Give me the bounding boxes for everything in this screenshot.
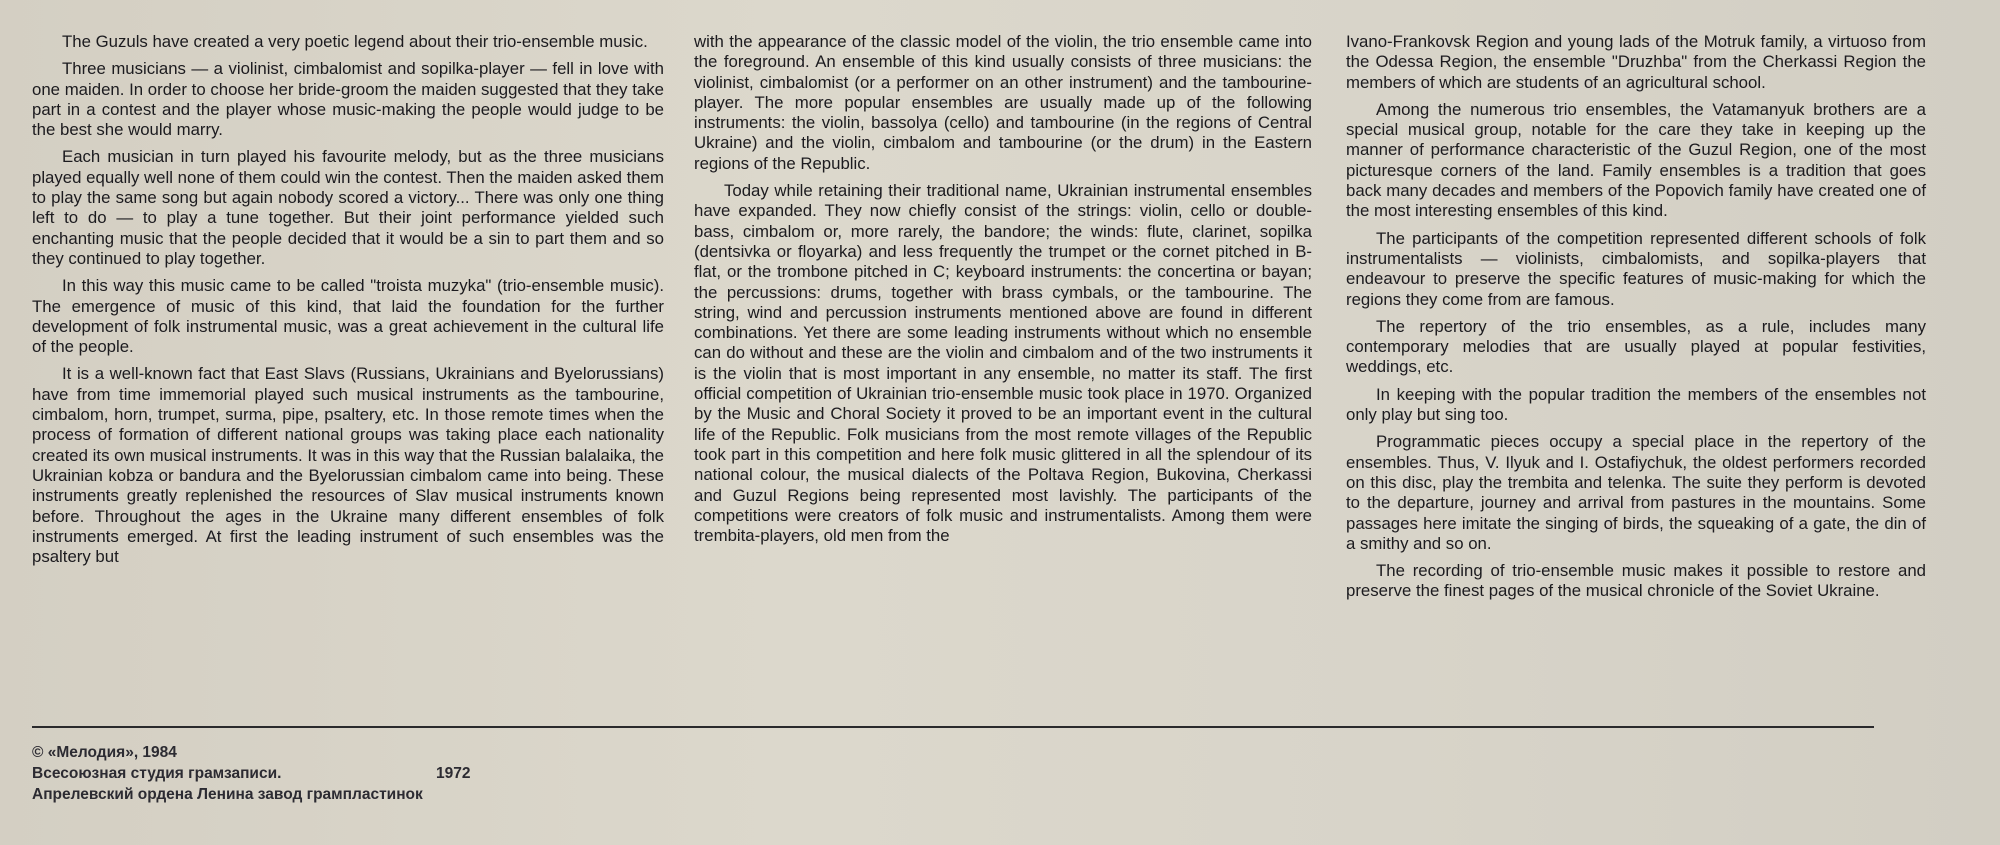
studio-line [32,763,470,784]
studio-year: 1972 [436,765,471,782]
copyright-line: © «Мелодия», 1984 [32,744,177,761]
paragraph: The participants of the competition represented different schools of folk instrumentalists — violinists, cimbalomists, and sopilka-players that endeavour to preserve the specific features of music-making for which the regions they come from are famous. [1346,228,1926,309]
paragraph: Ivano-Frankovsk Region and young lads of the Motruk family, a virtuoso from the Odessa Region, the ensemble "Druzhba" from the Cherkassi Region the members of which are students of an agricultural school. [1346,32,1926,92]
paragraph: Today while retaining their traditional name, Ukrainian instrumental ensembles have expanded. They now chiefly consist of the strings: violin, cello or double-bass, cimbalom or, more rarely, the bandore; the winds: flute, clarinet, sopilka (dentsivka or floyarka) and less frequently the trumpet or the cornet pitched in B-flat, or the trombone pitched in C; keyboard instruments: the concertina or bayan; the percussions: drums, together with brass cymbals, or the tambourine. The string, wind and percussion instruments mentioned above are found in different combinations. Yet there are some leading instruments without which no ensemble can do without and these are the violin and cimbalom and of the two instruments it is the violin that is most important in any ensemble, no matter its staff. The first official competition of Ukrainian trio-ensemble music took place in 1970. Organized by the Music and Choral Society it proved to be an important event in the cultural life of the Republic. Folk musicians from the most remote villages of the Republic took part in this competition and here folk music glittered in all the splendour of its national colour, the musical dialects of the Poltava Region, Bukovina, Cherkassi and Guzul Regions being represented most lavishly. The participants of the competitions were creators of folk music and instrumentalists. Among them were trembita-players, old men from the [694,181,1312,546]
paragraph: In keeping with the popular tradition the members of the ensembles not only play but sing too. [1346,384,1926,425]
plant-line: Апрелевский ордена Ленина завод грампластинок [32,786,423,803]
publisher-imprint [32,742,470,805]
paragraph: Each musician in turn played his favourite melody, but as the three musicians played equally well none of them could win the contest. Then the maiden asked them to play the same song but again nobody scored a victory... There was only one thing left to do — to play a tune together. But their joint performance yielded such enchanting music that the people decided that it would be a sin to part them and so they continued to play together. [32,147,664,268]
studio-name: Всесоюзная студия грамзаписи. [32,765,282,782]
paragraph: with the appearance of the classic model of the violin, the trio ensemble came into the foreground. An ensemble of this kind usually consists of three musicians: the violinist, cimbalomist (or a performer on an other instrument) and the tambourine-player. The more popular ensembles are usually made up of the following instruments: the violin, bassolya (cello) and tambourine (in the regions of Central Ukraine) and the violin, cimbalom and tambourine (or the drum) in the Eastern regions of the Republic. [694,32,1312,173]
paragraph: The recording of trio-ensemble music makes it possible to restore and preserve the finest pages of the musical chronicle of the Soviet Ukraine. [1346,561,1926,601]
paragraph: The repertory of the trio ensembles, as a rule, includes many contemporary melodies that are usually played at popular festivities, weddings, etc. [1346,316,1926,377]
paragraph: Three musicians — a violinist, cimbalomist and sopilka-player — fell in love with one maiden. In order to choose her bride-groom the maiden suggested that they take part in a contest and the player whose music-making the people would judge to be the best she would marry. [32,59,664,140]
paragraph: It is a well-known fact that East Slavs (Russians, Ukrainians and Byelorussians) have from time immemorial played such musical instruments as the tambourine, cimbalom, horn, trumpet, surma, pipe, psaltery, etc. In those remote times when the process of formation of different national groups was taking place each nationality created its own musical instruments. It was in this way that the Russian balalaika, the Ukrainian kobza or bandura and the Byelorussian cimbalom came into being. These instruments greatly replenished the resources of Slav musical instruments known before. Throughout the ages in the Ukraine many different ensembles of folk instruments emerged. At first the leading instrument of such ensembles was the psaltery but [32,364,664,567]
paragraph: Programmatic pieces occupy a special place in the repertоry of the ensembles. Thus, V. Ilyuk and I. Ostafiychuk, the oldest performers recorded on this disc, play the trembita and telenka. The suite they perform is devoted to the departure, journey and arrival from pastures in the mountains. Some passages here imitate the singing of birds, the squeaking of a gate, the din of a smithy and so on. [1346,432,1926,553]
paragraph: In this way this music came to be called "troista muzyka" (trio-ensemble music). The emergence of music of this kind, that laid the foundation for the further development of folk instrumental music, was a great achievement in the cultural life of the people. [32,276,664,357]
paragraph: Among the numerous trio ensembles, the Vatamanyuk brothers are a special musical group, notable for the care they take in keeping up the manner of performance characteristic of the Guzul Region, one of the most picturesque corners of the land. Family ensembles is a tradition that goes back many decades and members of the Popovich family have created one of the most interesting ensembles of this kind. [1346,99,1926,221]
text-column-3 [1346,32,1926,609]
text-column-2 [694,32,1312,553]
text-column-1 [32,32,664,574]
paragraph: The Guzuls have created a very poetic legend about their trio-ensemble music. [62,32,648,51]
divider-rule [32,726,1874,728]
